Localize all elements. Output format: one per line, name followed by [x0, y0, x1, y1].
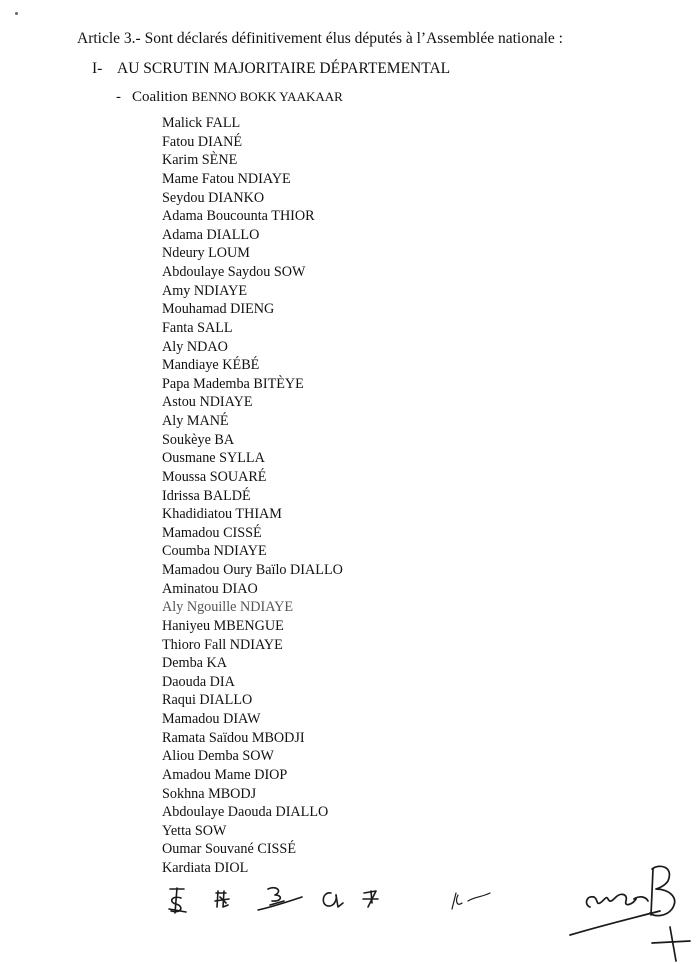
deputy-name: Astou NDIAYE	[162, 394, 253, 411]
deputy-name: Amy NDIAYE	[162, 282, 247, 299]
deputy-name: Seydou DIANKO	[162, 189, 265, 206]
deputy-name: Soukèye BA	[162, 431, 235, 448]
article-heading: Article 3.- Sont déclarés définitivement élus députés à l’Assemblée nationale :	[77, 30, 563, 47]
signatures-initials	[0, 855, 699, 964]
deputy-name: Mamadou Oury Baïlo DIALLO	[162, 562, 343, 578]
section-number: I-	[92, 60, 103, 77]
deputy-name: Aly Ngouille NDIAYE	[162, 599, 294, 616]
initial-1	[169, 888, 186, 913]
deputy-name: Ramata Saïdou MBODJI	[162, 729, 305, 746]
deputy-name: Raqui DIALLO	[162, 692, 253, 709]
deputy-name: Moussa SOUARÉ	[162, 468, 267, 485]
deputy-name: Daouda DIA	[162, 673, 235, 690]
deputy-name: Ndeury LOUM	[162, 245, 250, 262]
deputy-name: Aly NDAO	[162, 338, 228, 355]
initial-6	[452, 893, 490, 909]
deputy-name: Fatou DIANÉ	[162, 133, 242, 150]
coalition-name: BENNO BOKK YAAKAAR	[191, 89, 343, 104]
initial-4	[323, 893, 343, 907]
deputy-name: Mamadou DIAW	[162, 711, 261, 727]
signature-main	[570, 866, 690, 961]
deputy-name: Coumba NDIAYE	[162, 543, 267, 560]
coalition-prefix: Coalition	[132, 89, 188, 105]
deputy-name: Karim SÈNE	[162, 152, 238, 169]
deputy-name: Aliou Demba SOW	[162, 748, 274, 765]
deputy-name: Abdoulaye Daouda DIALLO	[162, 804, 329, 821]
deputy-name: Mame Fatou NDIAYE	[162, 170, 291, 187]
initial-3	[258, 888, 302, 910]
deputy-name: Adama DIALLO	[162, 226, 260, 243]
coalition-heading	[116, 87, 343, 107]
deputy-name: Abdoulaye Saydou SOW	[162, 264, 306, 280]
deputy-name: Mouhamad DIENG	[162, 301, 275, 318]
deputy-name: Malick FALL	[162, 115, 241, 131]
initial-2	[215, 891, 229, 907]
deputy-name: Sokhna MBODJ	[162, 785, 257, 802]
deputy-name: Papa Mademba BITÈYE	[162, 375, 304, 392]
section-heading	[92, 59, 450, 79]
deputy-name: Amadou Mame DIOP	[162, 766, 288, 783]
deputies-list	[162, 114, 343, 878]
scan-speck	[15, 12, 18, 15]
deputy-name: Oumar Souvané CISSÉ	[162, 841, 296, 858]
deputy-name: Mamadou CISSÉ	[162, 524, 262, 541]
deputy-name: Yetta SOW	[162, 822, 227, 839]
deputy-name: Fanta SALL	[162, 319, 233, 336]
deputy-name: Khadidiatou THIAM	[162, 506, 282, 523]
deputy-name: Kardiata DIOL	[162, 860, 249, 876]
deputy-name: Mandiaye KÉBÉ	[162, 357, 260, 374]
deputy-name: Idrissa BALDÉ	[162, 487, 251, 504]
coalition-dash: -	[116, 89, 121, 105]
deputy-name: Ousmane SYLLA	[162, 450, 265, 467]
deputy-name: Haniyeu MBENGUE	[162, 617, 284, 634]
deputy-name: Aminatou DIAO	[162, 580, 258, 597]
deputy-name: Thioro Fall NDIAYE	[162, 636, 283, 653]
deputy-name: Aly MANÉ	[162, 413, 229, 429]
section-title: AU SCRUTIN MAJORITAIRE DÉPARTEMENTAL	[117, 60, 451, 77]
initial-5	[363, 891, 378, 907]
deputy-name: Demba KA	[162, 655, 228, 672]
deputy-name: Adama Boucounta THIOR	[162, 208, 315, 225]
